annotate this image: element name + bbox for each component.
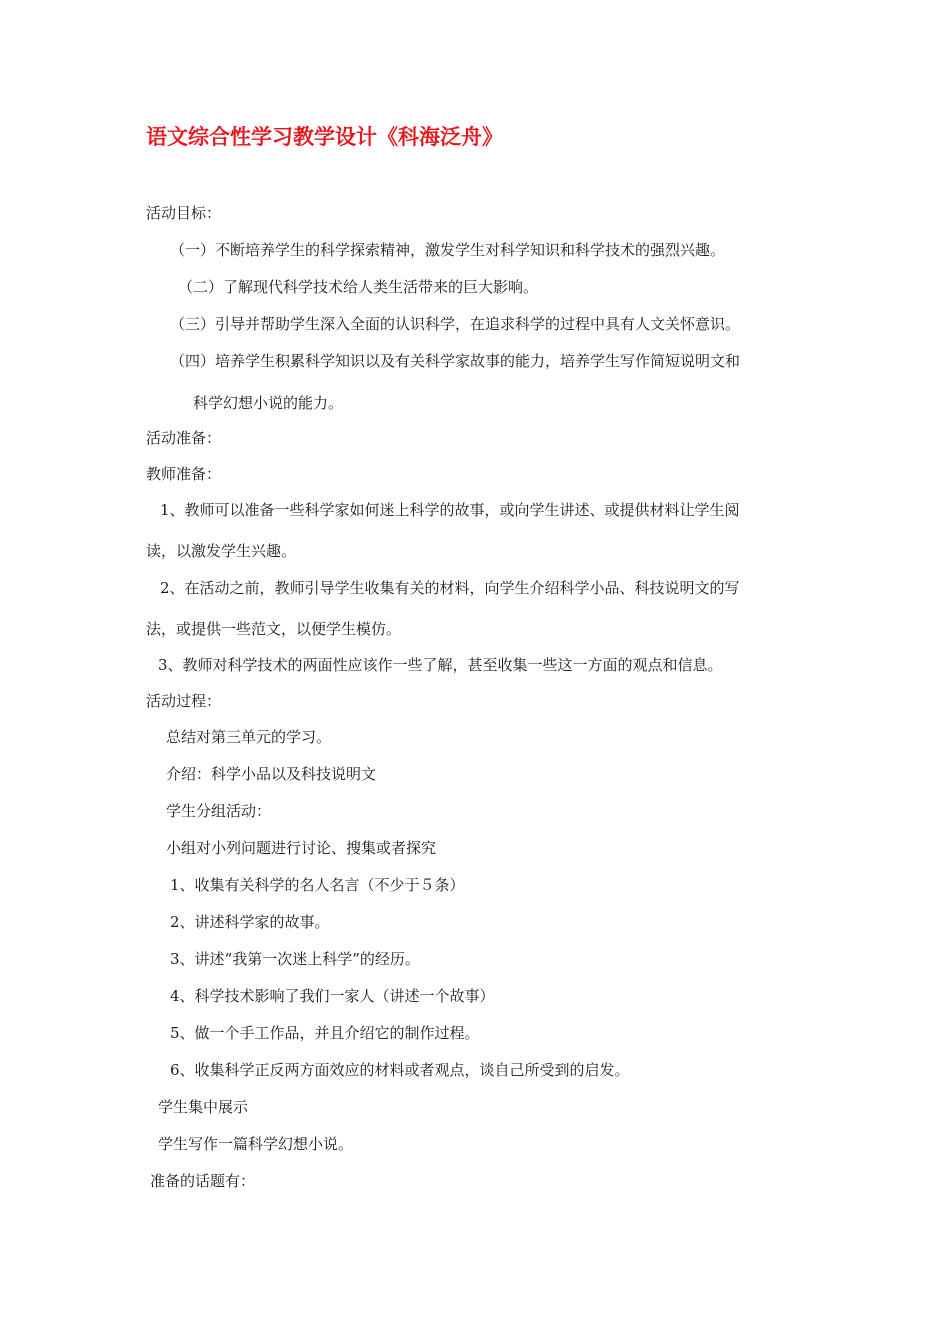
task-item: 3、讲述“我第一次迷上科学”的经历。 [170,950,420,968]
process-item: 学生分组活动： [166,802,272,820]
teacher-prep-item-continued: 法，或提供一些范文，以便学生模仿。 [146,620,402,638]
task-item: 5、做一个手工作品，并且介绍它的制作过程。 [170,1024,480,1042]
closing-item: 学生写作一篇科学幻想小说。 [158,1135,354,1153]
document-title: 语文综合性学习教学设计《科海泛舟》 [146,124,503,149]
goal-item-continued: 科学幻想小说的能力。 [193,394,344,412]
goal-item: （二）了解现代科学技术给人类生活带来的巨大影响。 [178,278,539,296]
teacher-prep-item: 1、教师可以准备一些科学家如何迷上科学的故事，或向学生讲述、或提供材料让学生阅 [160,501,740,519]
goal-item: （四）培养学生积累科学知识以及有关科学家故事的能力，培养学生写作简短说明文和 [170,352,741,370]
teacher-prep-item: 3、教师对科学技术的两面性应该作一些了解，甚至收集一些这一方面的观点和信息。 [158,656,723,674]
goals-heading: 活动目标： [146,204,222,222]
closing-item: 准备的话题有： [150,1172,256,1190]
teacher-prep-item: 2、在活动之前，教师引导学生收集有关的材料，向学生介绍科学小品、科技说明文的写 [160,579,740,597]
process-item: 介绍：科学小品以及科技说明文 [166,765,377,783]
task-item: 6、收集科学正反两方面效应的材料或者观点，谈自己所受到的启发。 [170,1061,630,1079]
goal-item: （一）不断培养学生的科学探索精神，激发学生对科学知识和科学技术的强烈兴趣。 [170,241,726,259]
closing-item: 学生集中展示 [158,1098,249,1116]
prep-heading: 活动准备： [146,429,222,447]
process-item: 总结对第三单元的学习。 [166,728,332,746]
process-item: 小组对小列问题进行讨论、搜集或者探究 [166,839,437,857]
task-item: 4、科学技术影响了我们一家人（讲述一个故事） [170,987,495,1005]
teacher-prep-heading: 教师准备： [146,465,222,483]
process-heading: 活动过程： [146,692,222,710]
teacher-prep-item-continued: 读，以激发学生兴趣。 [146,542,297,560]
task-item: 1、收集有关科学的名人名言（不少于５条） [170,876,465,894]
goal-item: （三）引导并帮助学生深入全面的认识科学，在追求科学的过程中具有人文关怀意识。 [170,315,741,333]
task-item: 2、讲述科学家的故事。 [170,913,330,931]
